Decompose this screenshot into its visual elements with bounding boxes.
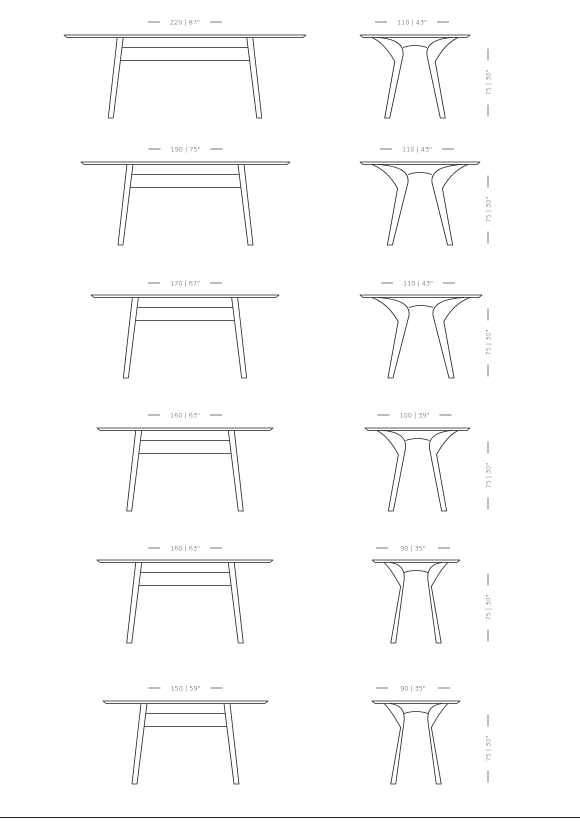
leg-right-front <box>238 165 253 246</box>
length-label-group <box>148 18 222 26</box>
height-label: 75 | 30" <box>484 196 493 223</box>
height-label-group <box>484 574 492 642</box>
center-joint <box>404 571 428 573</box>
leg-left-front <box>127 563 142 644</box>
tabletop-side <box>360 162 480 165</box>
width-label: 110 | 43" <box>402 145 432 154</box>
leg-left-front <box>127 431 142 512</box>
tabletop-side <box>365 428 470 431</box>
table-row-1 <box>64 18 492 118</box>
height-label-group <box>484 442 492 510</box>
tabletop-front <box>91 295 279 298</box>
tabletop-side <box>372 560 460 563</box>
length-label: 220 | 87" <box>170 18 200 27</box>
leg-right-front <box>232 298 247 379</box>
width-label: 110 | 43" <box>397 18 427 27</box>
table-row-4 <box>97 411 492 511</box>
height-label-group <box>484 176 492 244</box>
center-joint <box>404 712 428 714</box>
tabletop-front <box>103 701 268 704</box>
front-view-3 <box>91 295 279 378</box>
side-view-3 <box>360 295 482 378</box>
side-view-5 <box>372 560 460 643</box>
front-view-4 <box>97 428 273 511</box>
side-view-1 <box>360 35 470 118</box>
length-label: 160 | 63" <box>170 411 200 420</box>
length-label: 160 | 63" <box>170 544 200 553</box>
leg-left-side <box>377 431 406 512</box>
length-label: 190 | 75" <box>170 145 201 154</box>
leg-right-side <box>432 165 468 246</box>
table-row-6 <box>103 684 492 784</box>
center-joint <box>406 439 430 441</box>
length-label-group <box>149 145 223 153</box>
width-label: 100 | 39" <box>399 411 430 420</box>
center-joint <box>403 46 427 48</box>
table-row-2 <box>81 145 492 245</box>
width-label: 90 | 35" <box>400 684 426 693</box>
length-label: 170 | 67" <box>170 279 200 288</box>
height-label-group <box>484 309 492 377</box>
leg-right-side <box>428 563 448 644</box>
side-view-2 <box>360 162 480 245</box>
center-joint <box>409 306 433 308</box>
leg-right-front <box>228 563 243 644</box>
leg-left-side <box>372 38 403 119</box>
height-label: 75 | 30" <box>484 329 493 356</box>
width-label-group <box>378 411 452 419</box>
width-label-group <box>375 18 449 26</box>
leg-left-front <box>108 38 123 119</box>
length-label-group <box>149 684 223 692</box>
leg-right-front <box>247 38 262 119</box>
height-label: 75 | 30" <box>484 462 493 489</box>
height-label-group <box>484 715 492 783</box>
height-label: 75 | 30" <box>484 69 493 96</box>
leg-left-side <box>384 563 404 644</box>
front-view-1 <box>64 35 306 118</box>
leg-right-side <box>429 431 458 512</box>
bottom-rule <box>0 817 580 818</box>
length-label: 150 | 59" <box>170 684 201 693</box>
length-label-group <box>148 279 222 287</box>
height-label-group <box>484 49 492 117</box>
front-view-5 <box>97 560 273 643</box>
length-label-group <box>148 544 222 552</box>
tabletop-front <box>81 162 290 165</box>
leg-left-front <box>132 704 147 785</box>
height-label: 75 | 30" <box>484 735 493 762</box>
leg-right-side <box>433 298 470 379</box>
front-view-2 <box>81 162 290 245</box>
table-row-5 <box>97 544 492 643</box>
length-label-group <box>148 411 222 419</box>
leg-right-front <box>224 704 239 785</box>
tabletop-front <box>97 560 273 563</box>
width-label-group <box>380 145 454 153</box>
leg-left-side <box>372 165 408 246</box>
width-label-group <box>376 544 450 552</box>
tabletop-front <box>64 35 306 38</box>
leg-left-front <box>118 165 133 246</box>
leg-right-front <box>228 431 243 512</box>
leg-left-side <box>372 298 409 379</box>
height-label: 75 | 30" <box>484 594 493 621</box>
width-label: 90 | 35" <box>400 544 426 553</box>
side-view-6 <box>372 701 460 784</box>
table-row-3 <box>91 279 492 378</box>
leg-right-side <box>428 704 448 785</box>
leg-right-side <box>427 38 458 119</box>
center-joint <box>408 173 432 175</box>
tabletop-side <box>360 35 470 38</box>
side-view-4 <box>365 428 470 511</box>
leg-left-side <box>384 704 404 785</box>
tabletop-front <box>97 428 273 431</box>
width-label-group <box>376 684 450 692</box>
leg-left-front <box>123 298 138 379</box>
width-label-group <box>381 279 455 287</box>
width-label: 110 | 43" <box>403 279 433 288</box>
front-view-6 <box>103 701 268 784</box>
tabletop-side <box>372 701 460 704</box>
